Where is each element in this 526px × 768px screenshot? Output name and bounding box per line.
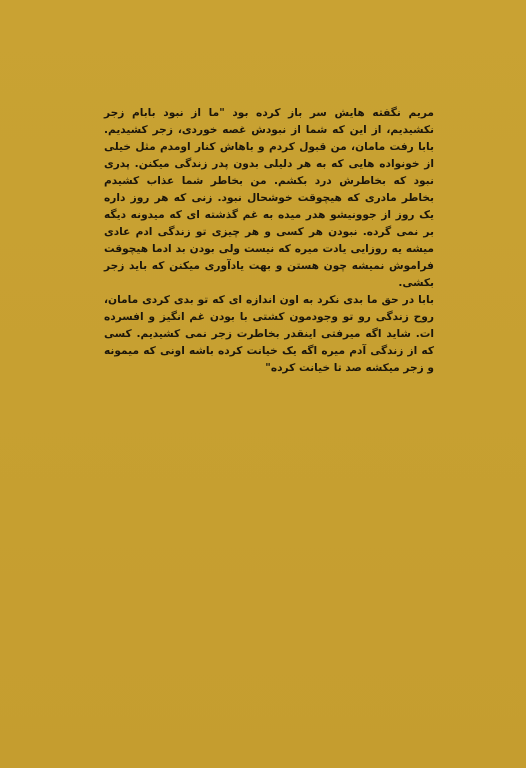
paragraph-2: بابا در حق ما بدی نکرد به اون اندازه ای که تو بدی کردی مامان، روح زندگی رو تو وجودمون کشتی با بودن غم انگیز و افسرده ات. شاید اگه میرفتی اینقدر بخاطرت زجر نمی کشیدیم. کسی که از زندگی آدم میره اگه یک خیانت کرده باشه اونی که میمونه و زجر میکشه صد تا خیانت کرده" (104, 294, 434, 374)
body-text (104, 105, 434, 377)
paragraph-1: مریم نگفته هایش سر باز کرده بود "ما از نبود بابام زجر نکشیدیم، از این که شما از نبودش غصه خوردی، زجر کشیدیم. بابا رفت مامان، من قبول کردم و باهاش کنار اومدم مثل خیلی از خونواده هایی که به هر دلیلی بدون پدر زندگی میکنن. پدری نبود که بخاطرش درد بکشم. من بخاطر شما عذاب کشیدم بخاطر مادری که هیچوقت خوشحال نبود. زنی که هر روز داره یک روز از جوونیشو هدر میده به غم گذشته ای که میدونه دیگه بر نمی گرده. نبودن هر کسی و هر چیزی تو زندگی ادم عادی میشه یه روزایی یادت میره که نیست ولی بودن بد ادما هیچوقت فراموش نمیشه چون هستن و بهت یادآوری میکنن که باید زجر بکشی. (104, 107, 434, 289)
